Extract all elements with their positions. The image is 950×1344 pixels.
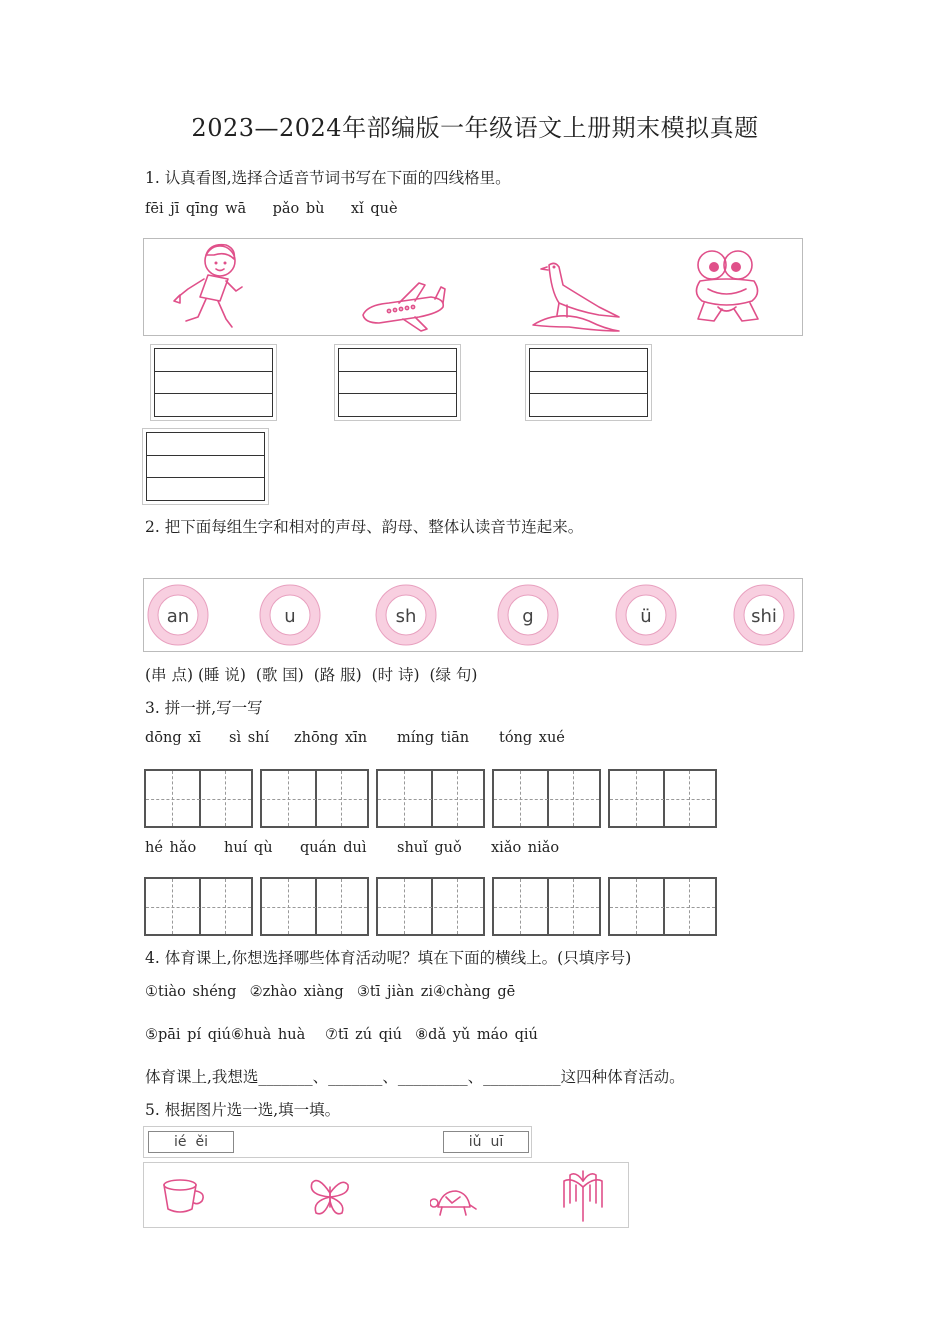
page-title: 2023—2024年部编版一年级语文上册期末模拟真题 [191, 114, 759, 142]
willow-tree-picture [558, 1167, 608, 1223]
flower-an[interactable] [148, 585, 208, 645]
frog-picture [692, 247, 764, 329]
tianzige-writing-grid[interactable] [492, 877, 601, 936]
question-2-flower-strip [143, 578, 803, 652]
airplane-picture [359, 277, 449, 333]
pinyin-label: dōng xī [145, 730, 202, 746]
flower-label: sh [395, 606, 417, 627]
cup-picture [160, 1177, 208, 1217]
four-line-writing-box[interactable] [525, 344, 652, 421]
question-5-prompt: 5. 根据图片选一选,填一填。 [145, 1101, 341, 1119]
flower-sh[interactable] [376, 585, 436, 645]
pinyin-label: míng tiān [397, 730, 470, 746]
pinyin-label: zhōng xīn [294, 730, 368, 746]
question-4-options-line-1: ①tiào shéng ②zhào xiàng ③tī jiàn zi④chàng gē [145, 984, 516, 1000]
pinyin-label: tóng xué [499, 730, 565, 746]
four-line-writing-box[interactable] [150, 344, 277, 421]
pinyin-label: quán duì [300, 840, 367, 856]
question-2-prompt: 2. 把下面每组生字和相对的声母、韵母、整体认读音节连起来。 [145, 518, 584, 536]
question-1-prompt: 1. 认真看图,选择合适音节词书写在下面的四线格里。 [145, 169, 511, 187]
flower-row [144, 579, 802, 651]
tianzige-writing-grid[interactable] [376, 877, 485, 936]
four-line-writing-box[interactable] [142, 428, 269, 505]
tianzige-writing-grid[interactable] [608, 877, 717, 936]
butterfly-picture [308, 1173, 352, 1219]
pinyin-label: shuǐ guǒ [397, 840, 462, 856]
tianzige-writing-grid[interactable] [492, 769, 601, 828]
option-box-iu-ui[interactable]: iǔ uī [443, 1131, 529, 1153]
flower-label: shi [751, 606, 777, 627]
flower-label: g [522, 606, 534, 627]
flower-shi[interactable] [734, 585, 794, 645]
flower-label: ü [640, 606, 652, 627]
flower-u[interactable] [260, 585, 320, 645]
four-line-writing-box[interactable] [334, 344, 461, 421]
magpie-picture [529, 255, 625, 333]
question-1-pinyin: fēi jī qīng wā pǎo bù xǐ què [145, 201, 398, 217]
running-boy-picture [170, 239, 250, 333]
turtle-picture [430, 1187, 478, 1219]
question-4-prompt: 4. 体育课上,你想选择哪些体育活动呢？填在下面的横线上。(只填序号) [145, 949, 632, 967]
question-2-character-pairs: (串 点) (睡 说) (歌 国) (路 服) (时 诗) (绿 句) [145, 666, 478, 684]
tianzige-writing-grid[interactable] [376, 769, 485, 828]
question-4-answer-line[interactable]: 体育课上,我想选_______、_______、_________、__________这四种体育活动。 [145, 1068, 685, 1086]
flower-g[interactable] [498, 585, 558, 645]
tianzige-writing-grid[interactable] [144, 877, 253, 936]
pinyin-label: sì shí [229, 730, 270, 746]
flower-label: an [166, 606, 190, 627]
question-4-options-line-2: ⑤pāi pí qiú⑥huà huà ⑦tī zú qiú ⑧dǎ yǔ máo qiú [145, 1027, 538, 1043]
question-5-option-strip [143, 1126, 532, 1158]
tianzige-writing-grid[interactable] [144, 769, 253, 828]
question-5-picture-strip [143, 1162, 629, 1228]
pinyin-label: xiǎo niǎo [491, 840, 560, 856]
option-box-ie-ei[interactable]: ié ěi [148, 1131, 234, 1153]
tianzige-writing-grid[interactable] [608, 769, 717, 828]
tianzige-writing-grid[interactable] [260, 769, 369, 828]
pinyin-label: huí qù [224, 840, 273, 856]
tianzige-writing-grid[interactable] [260, 877, 369, 936]
flower-label: u [284, 606, 296, 627]
question-1-picture-strip [143, 238, 803, 336]
flower-u-umlaut[interactable] [616, 585, 676, 645]
question-3-prompt: 3. 拼一拼,写一写 [145, 699, 263, 717]
pinyin-label: hé hǎo [145, 840, 197, 856]
